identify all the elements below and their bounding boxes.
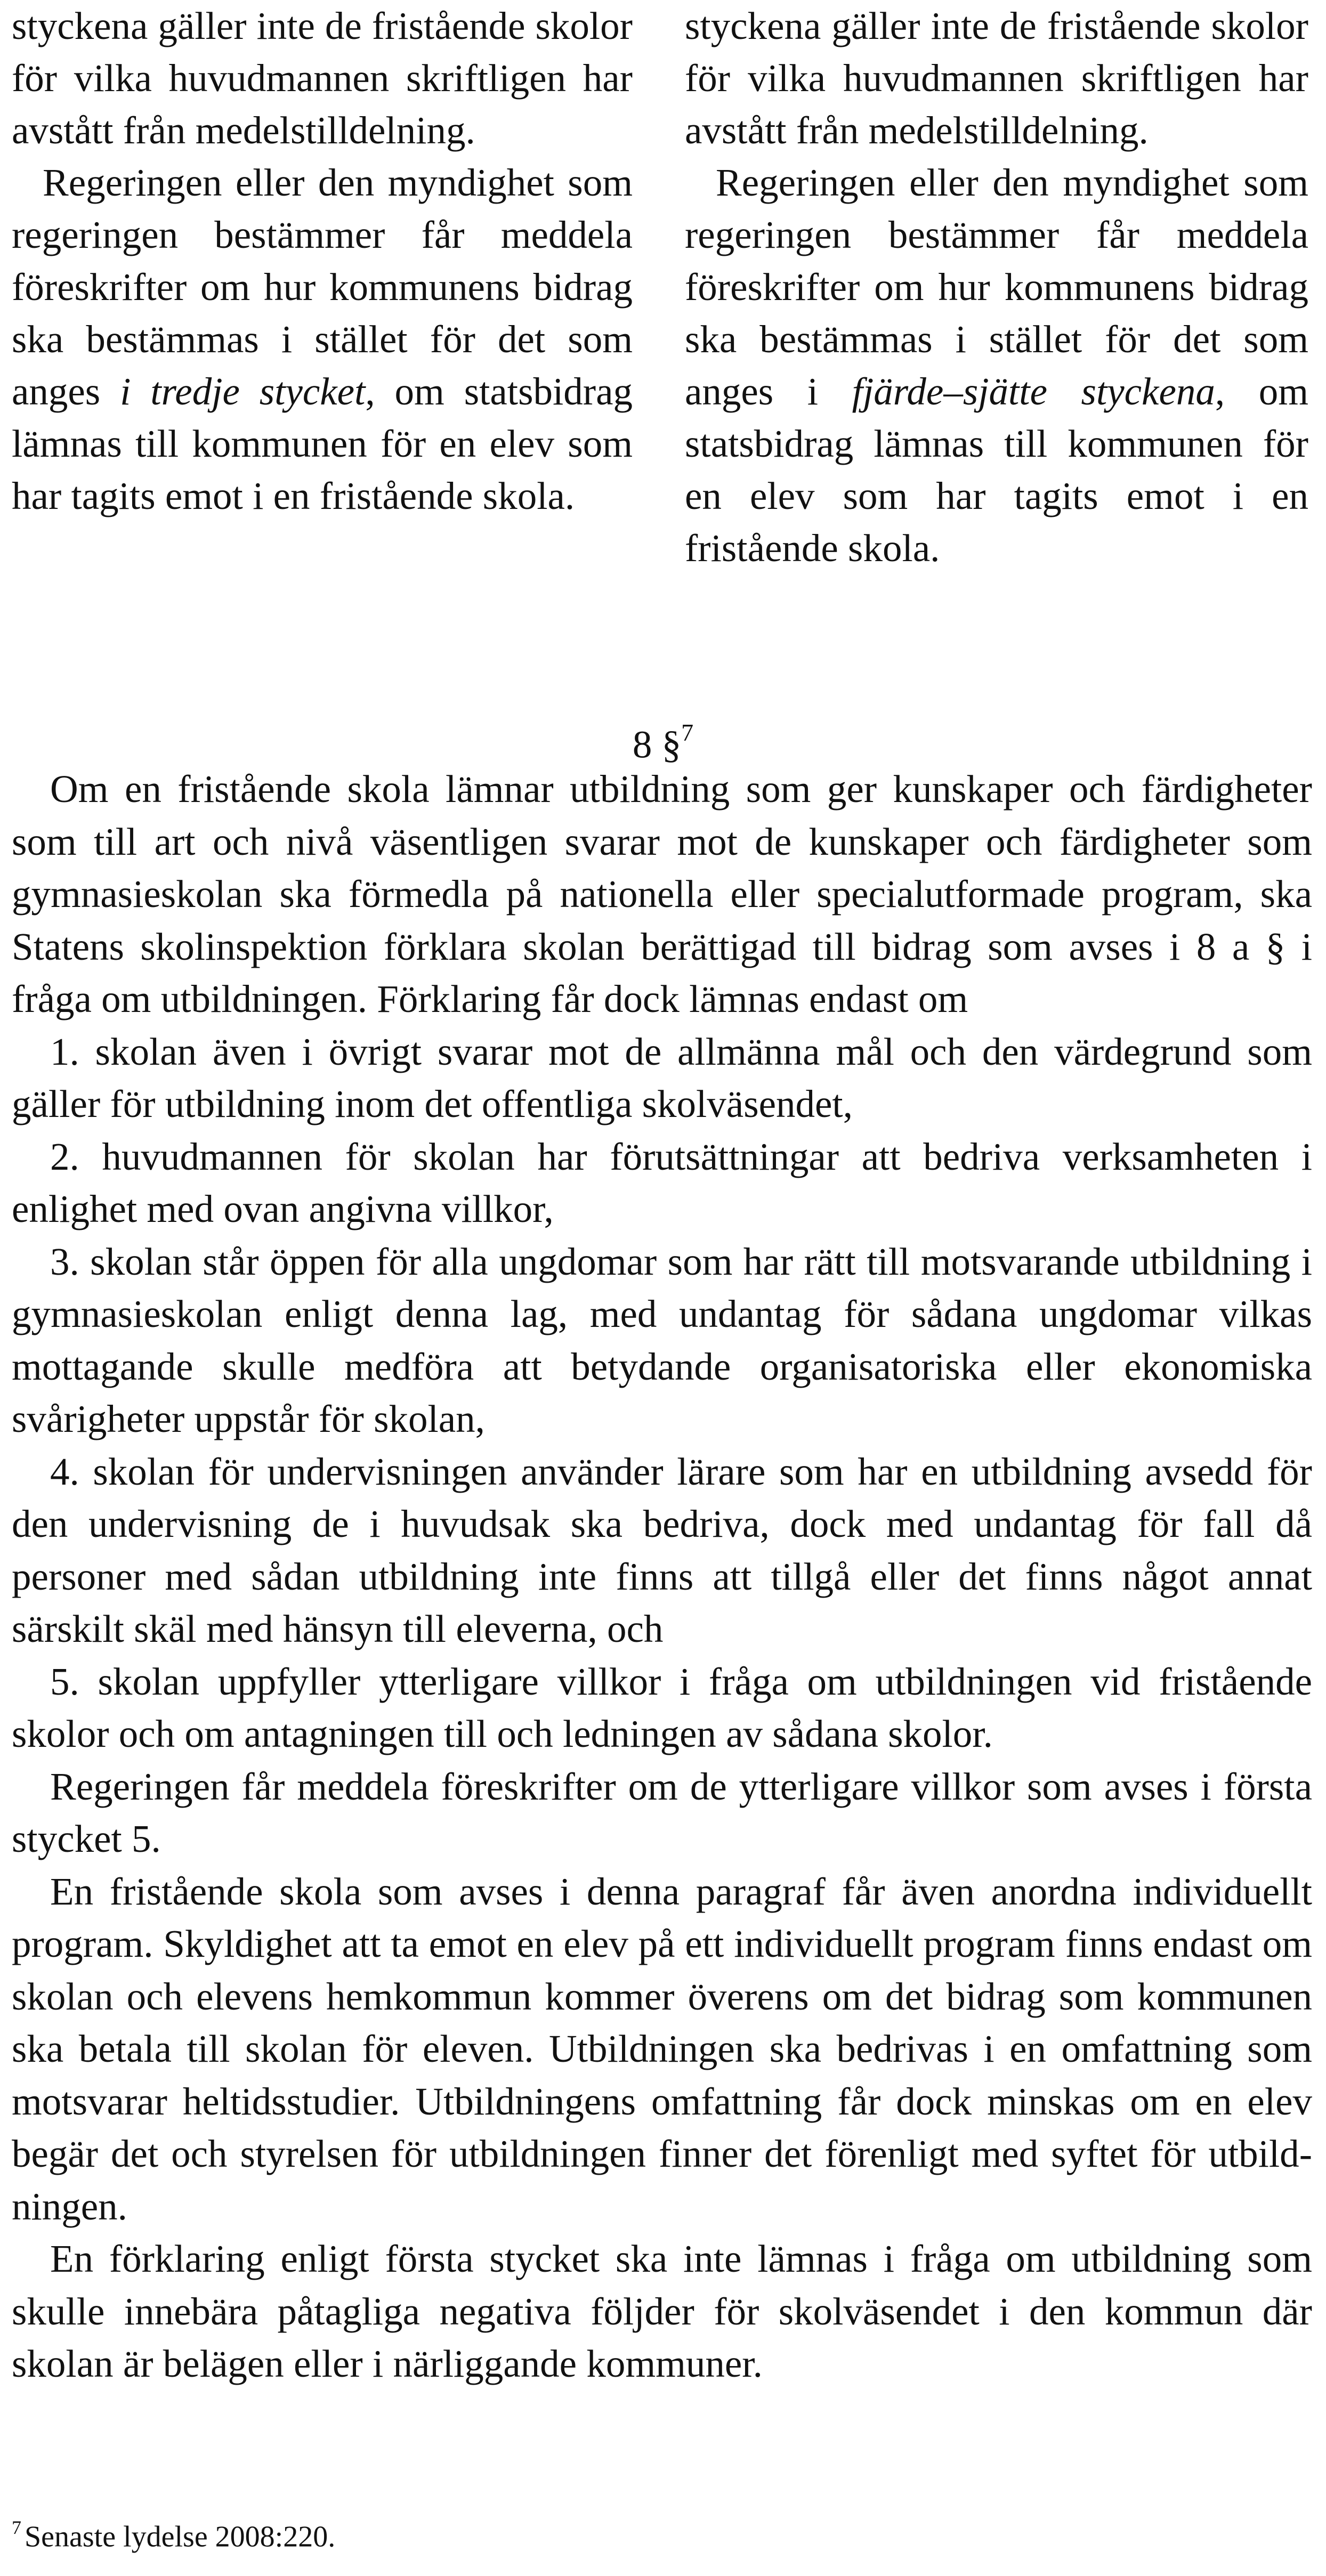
body-paragraph: 4. skolan för undervisningen använder lärare som har en utbildning avsedd för den undervisning de i huvudsak ska bedriva, dock med undantag för fall då personer med sådan utbildning inte finns att tillgå eller det finns något annat särskilt skäl med hänsyn till eleverna, och [12,1449,1312,1650]
left-paragraph-1: styckena gäller inte de fristående skolor för vilka huvudmannen skriftligen har avstått från medelstilldelning. [12,4,633,152]
body-paragraph: En förklaring enligt första stycket ska inte lämnas i fråga om utbildning som skulle innebära påtagliga negativa följder för skolväsendet i den kommun där skolan är belägen eller i närliggande kommuner. [12,2237,1312,2385]
right-paragraph-2-emphasis: fjärde–sjätte styckena [852,370,1215,413]
body-paragraph: 5. skolan uppfyller ytterligare villkor i fråga om utbildningen vid fristående skolor och om antagningen till och ledningen av sådana skolor. [12,1659,1312,1755]
right-paragraph-2-tail: , om statsbidrag lämnas till kommunen för en elev som har tagits emot i en fristående skola. [685,370,1308,570]
right-paragraph-2 [685,157,1308,574]
section-heading-text: 8 § [632,723,682,766]
right-paragraph-2-text: Regeringen eller den myndighet som regeringen bestämmer får meddela föreskrifter om hur kommunens bidrag ska bestämmas i stället för det som anges i [685,161,1308,413]
footnote-reference: 7 [681,719,694,746]
section-body [12,763,1312,2391]
footnote-number: 7 [12,2517,21,2538]
left-paragraph-2 [12,157,633,522]
body-paragraph: Regeringen får meddela föreskrifter om de ytterligare villkor som avses i första stycket 5. [12,1764,1312,1860]
left-paragraph-2-emphasis: i tredje stycket [120,370,366,413]
right-column [685,0,1308,574]
left-paragraph-2-text: Regeringen eller den myndighet som regeringen bestämmer får meddela föreskrifter om hur kommunens bidrag ska bestämmas i stället för det som anges [12,161,633,413]
footnote-text: Senaste lydelse 2008:220. [25,2520,336,2554]
body-paragraph: En fristående skola som avses i denna paragraf får även anordna individuellt program. Skyldighet att ta emot en elev på ett individuellt program finns endast om skolan och elevens hemkommun kommer överens om det bidrag som kommunen ska betala till skolan för eleven. Utbildningen ska bedrivas i en omfattning som motsvarar heltidsstudier. Utbildningens omfattning får dock minskas om en elev begär det och styrelsen för utbildningen finner det förenligt med syftet för utbildningen. [12,1869,1312,2228]
section-heading [0,710,1326,771]
left-column [12,0,633,522]
left-paragraph-2-tail: , om statsbidrag lämnas till kommunen för en elev som har tagits emot i en fristående skola. [12,370,633,517]
body-paragraph: 1. skolan även i övrigt svarar mot de allmänna mål och den värdegrund som gäller för utbildning inom det offentliga skolväsendet, [12,1030,1312,1125]
footnote [12,2511,811,2556]
body-paragraph: 2. huvudmannen för skolan har förutsättningar att bedriva verksamheten i enlighet med ovan angivna villkor, [12,1135,1312,1230]
body-paragraph: Om en fristående skola lämnar utbildning som ger kunskaper och färdigheter som till art och nivå väsentligen svarar mot de kunskaper och färdigheter som gymnasieskolan ska förmedla på nationella eller specialutformade program, ska Statens skolinspektion förklara skolan berättigad till bidrag som avses i 8 a § i fråga om utbildningen. Förklaring får dock lämnas endast om [12,767,1312,1020]
right-paragraph-1: styckena gäller inte de fristående skolor för vilka huvudmannen skriftligen har avstått från medelstilldelning. [685,4,1308,152]
body-paragraph: 3. skolan står öppen för alla ungdomar som har rätt till motsvarande utbildning i gymnasieskolan enligt denna lag, med undantag för sådana ungdomar vilkas mottagande skulle medföra att betydande organisatoriska eller ekonomiska svårigheter uppstår för skolan, [12,1240,1312,1440]
